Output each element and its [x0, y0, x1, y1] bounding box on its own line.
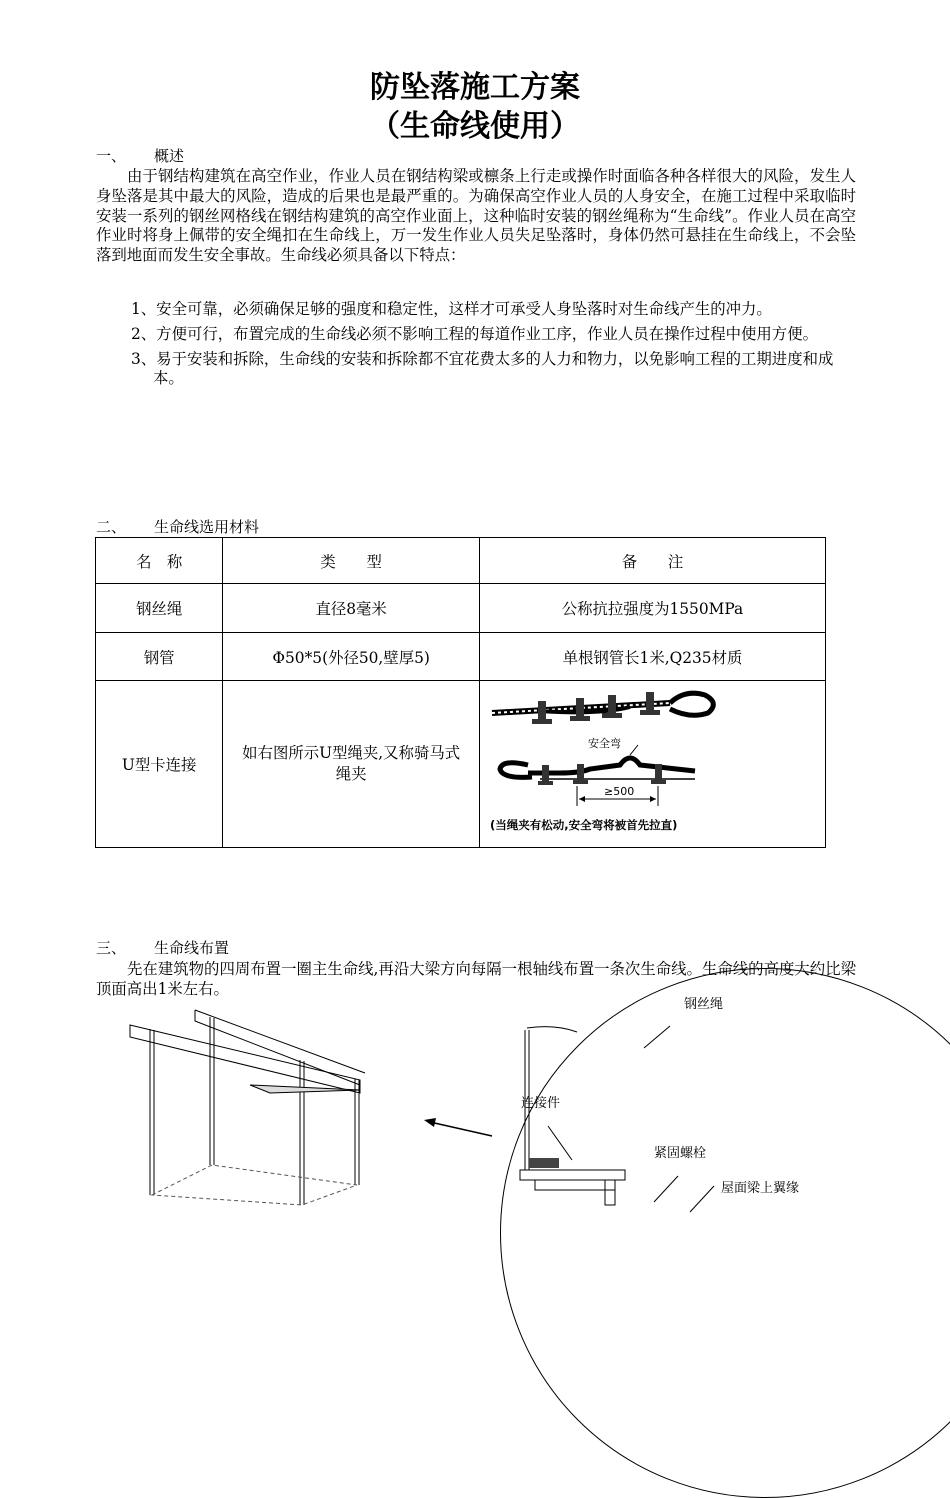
- section1-title: 概述: [154, 147, 185, 165]
- section3-title: 生命线布置: [154, 939, 230, 957]
- table-row: [96, 584, 826, 633]
- header-type: 类 型: [223, 538, 480, 584]
- flange-leader-line: [680, 1180, 720, 1220]
- feature-item-1: 1、安全可靠，必须确保足够的强度和稳定性，这样才可承受人身坠落时对生命线产生的冲力。: [131, 300, 772, 318]
- section2-heading: [96, 518, 259, 536]
- cell-type: 如右图所示U型绳夹,又称骑马式绳夹: [223, 681, 480, 848]
- table-header-row: [96, 538, 826, 584]
- wire-rope-label: 钢丝绳: [684, 997, 724, 1012]
- cell-name: 钢丝绳: [96, 584, 223, 633]
- page-title: 防坠落施工方案: [370, 70, 580, 105]
- section1-heading: [96, 147, 184, 165]
- distance-label: ≥500: [603, 785, 635, 798]
- connector-label: 连接件: [521, 1096, 561, 1111]
- leader-lines: [540, 1020, 700, 1220]
- feature-item-3: 3、易于安装和拆除，生命线的安装和拆除都不宜花费太多的人力和物力，以免影响工程的工期进度和成本。: [131, 349, 834, 388]
- frame-structure-drawing: [120, 1005, 380, 1215]
- cell-name: 钢管: [96, 633, 223, 681]
- safety-bend-label: 安全弯: [587, 737, 621, 750]
- section3-paragraph: 先在建筑物的四周布置一圈主生命线,再沿大梁方向每隔一根轴线布置一条次生命线。生命线的高度大约比梁顶面高出1米左右。: [96, 960, 856, 998]
- cell-type: Φ50*5(外径50,壁厚5): [223, 633, 480, 681]
- section3-number: 三、: [96, 939, 127, 957]
- bolt-label: 紧固螺栓: [654, 1146, 707, 1161]
- cell-type: 直径8毫米: [223, 584, 480, 633]
- figure-caption: (当绳夹有松动,安全弯将被首先拉直): [489, 818, 678, 832]
- page-subtitle: （生命线使用）: [370, 109, 580, 144]
- section1-number: 一、: [96, 147, 127, 165]
- table-row: [96, 633, 826, 681]
- section3-heading: [96, 939, 229, 957]
- materials-table: [95, 537, 826, 848]
- feature-item-2: 2、方便可行，布置完成的生命线必须不影响工程的每道作业工序，作业人员在操作过程中使用方便。: [131, 324, 818, 343]
- table-row: [96, 681, 826, 848]
- cell-remark: 公称抗拉强度为1550MPa: [479, 584, 825, 633]
- cell-remark: 单根钢管长1米,Q235材质: [479, 633, 825, 681]
- flange-label: 屋面梁上翼缘: [721, 1181, 800, 1196]
- header-name: 名 称: [96, 538, 223, 584]
- section2-number: 二、: [96, 518, 127, 536]
- feature-list: [131, 300, 855, 394]
- arrow-icon: [420, 1112, 500, 1142]
- section2-title: 生命线选用材料: [154, 518, 260, 536]
- section1-paragraph: 由于钢结构建筑在高空作业，作业人员在钢结构梁或檩条上行走或操作时面临各种各样很大的风险，发生人身坠落是其中最大的风险，造成的后果也是最严重的。为确保高空作业人员的人身安全，在施工过程中采取临时安装一系列的钢丝网格线在钢结构建筑的高空作业面上，这种临时安装的钢丝绳称为“生命线”。作业人员在高空作业时将身上佩带的安全绳扣在生命线上，万一发生作业人员失足坠落时，身体仍然可悬挂在生命线上，不会坠落到地面而发生安全事故。生命线必须具备以下特点：: [96, 167, 856, 265]
- header-remark: 备 注: [479, 538, 825, 584]
- cell-name: U型卡连接: [96, 681, 223, 848]
- cell-figure: [479, 681, 825, 848]
- u-clamp-figure: [480, 681, 825, 847]
